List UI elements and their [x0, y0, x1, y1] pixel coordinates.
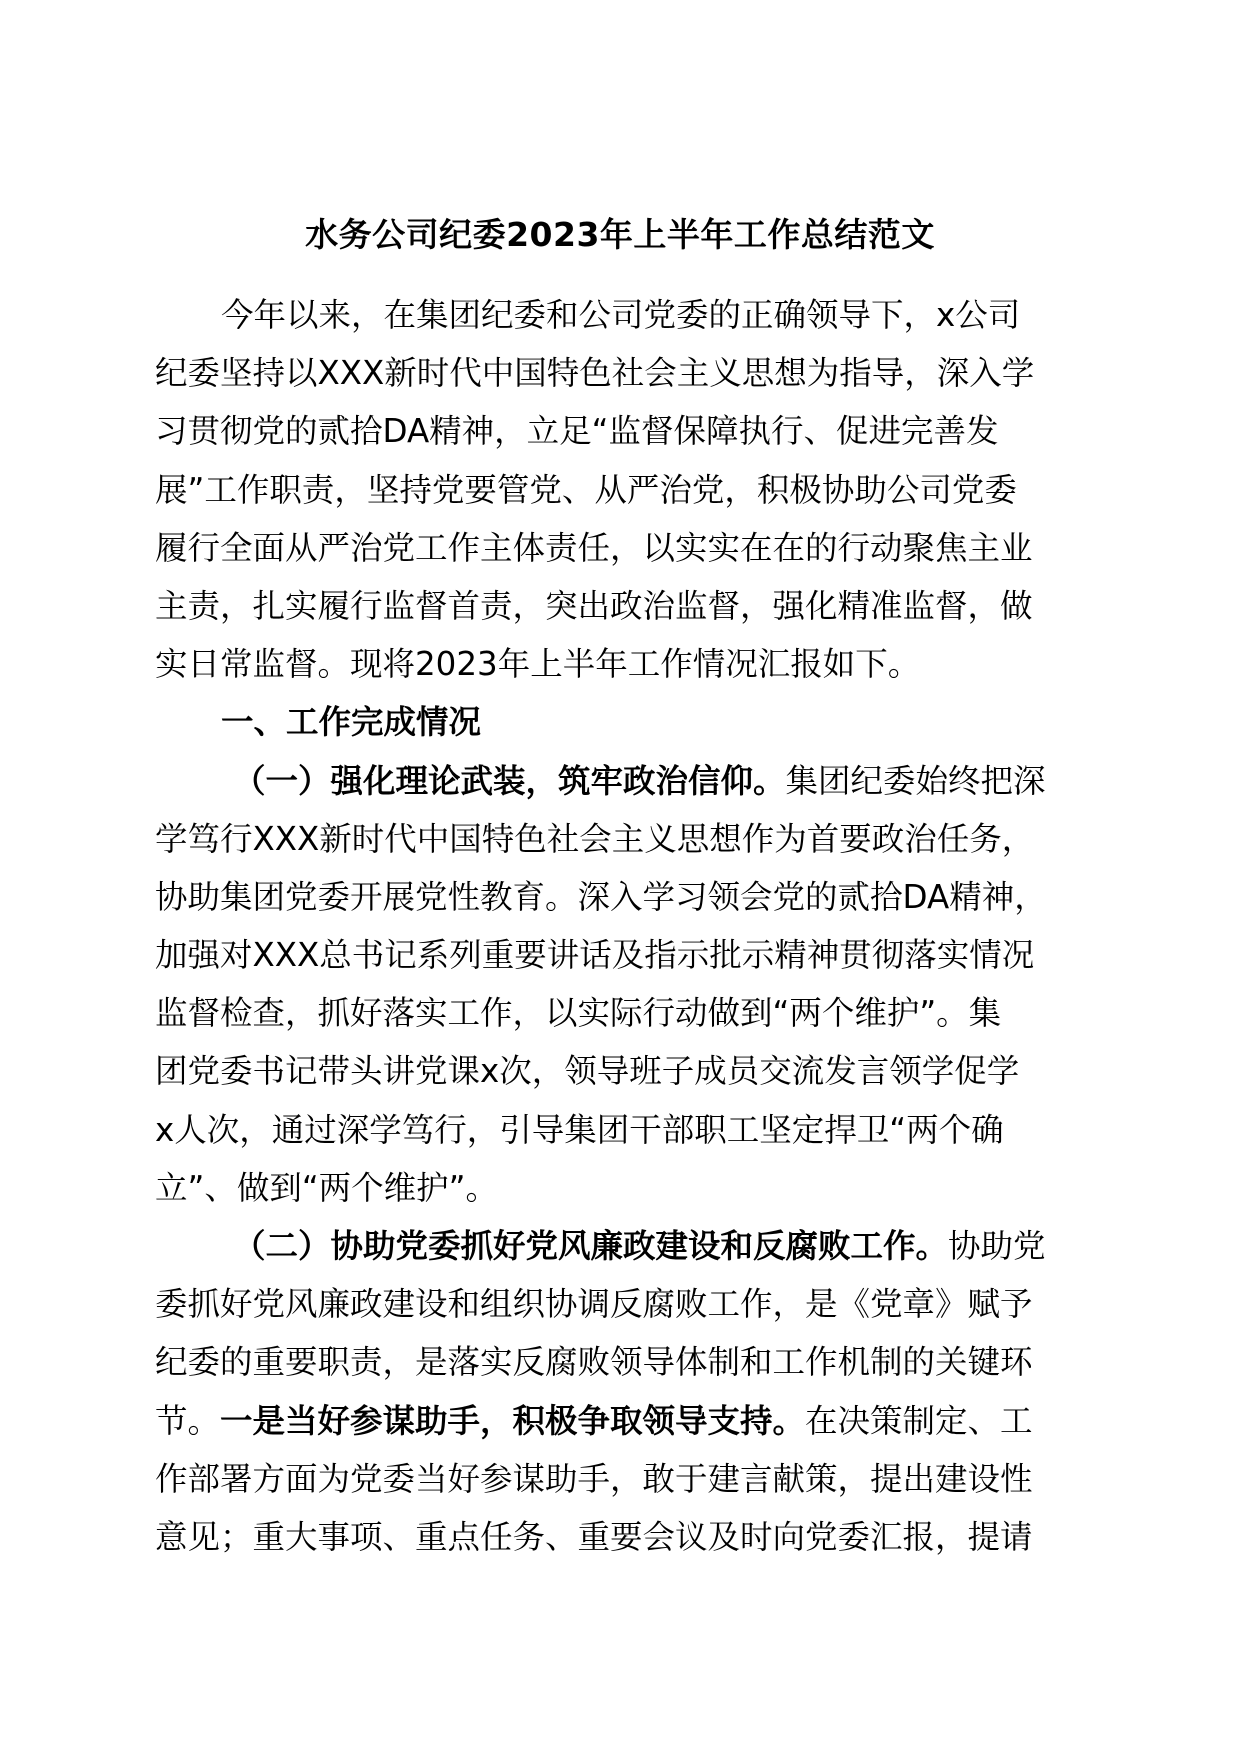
text-line	[155, 461, 1077, 519]
text-segment: 团党委书记带头讲党课x次，领导班子成员交流发言领学促学	[155, 1052, 1020, 1091]
text-segment: 纪委的重要职责，是落实反腐败领导体制和工作机制的关键环	[155, 1343, 1033, 1382]
text-segment: 纪委坚持以XXX新时代中国特色社会主义思想为指导，深入学	[155, 354, 1035, 393]
bold-text-segment: 一是当好参谋助手，积极争取领导支持。	[220, 1401, 806, 1440]
text-line	[155, 1450, 1077, 1508]
text-line	[155, 810, 1077, 868]
text-segment: 加强对XXX总书记系列重要讲话及指示批示精神贯彻落实情况	[155, 936, 1035, 975]
text-line	[155, 286, 1077, 344]
text-segment: 协助党	[948, 1227, 1046, 1265]
text-line	[155, 344, 1077, 402]
text-segment: 实日常监督。现将2023年上半年工作情况汇报如下。	[155, 645, 921, 684]
text-segment: 委抓好党风廉政建设和组织协调反腐败工作，是《党章》赋予	[155, 1285, 1033, 1324]
text-line	[155, 1508, 1077, 1566]
text-segment: 今年以来，在集团纪委和公司党委的正确领导下，x公司	[221, 296, 1021, 334]
text-segment: 在决策制定、工	[805, 1401, 1033, 1440]
text-line	[155, 577, 1077, 635]
text-line	[155, 868, 1077, 926]
bold-text-segment: （一）强化理论武装，筑牢政治信仰。	[233, 761, 786, 800]
text-line	[155, 752, 1077, 810]
text-segment: 立”、做到“两个维护”。	[155, 1168, 499, 1207]
text-segment: 意见；重大事项、重点任务、重要会议及时向党委汇报，提请	[155, 1517, 1033, 1556]
bold-text-segment: （二）协助党委抓好党风廉政建设和反腐败工作。	[233, 1227, 949, 1265]
text-line	[155, 402, 1077, 460]
text-line	[155, 926, 1077, 984]
text-segment: 展”工作职责，坚持党要管党、从严治党，积极协助公司党委	[155, 470, 1017, 509]
text-segment: x人次，通过深学笃行，引导集团干部职工坚定捍卫“两个确	[155, 1110, 1004, 1149]
text-segment: 集团纪委始终把深	[785, 761, 1046, 800]
text-segment: 协助集团党委开展党性教育。深入学习领会党的贰拾DA精神，	[155, 877, 1047, 916]
text-line	[155, 1333, 1077, 1391]
text-segment: 节。	[155, 1401, 221, 1440]
text-segment: 作部署方面为党委当好参谋助手，敢于建言献策，提出建设性	[155, 1459, 1033, 1498]
text-line	[155, 1101, 1077, 1159]
text-line	[155, 1159, 1077, 1217]
text-segment: 监督检查，抓好落实工作，以实际行动做到“两个维护”。集	[155, 994, 1002, 1033]
text-segment: 主责，扎实履行监督首责，突出政治监督，强化精准监督，做	[155, 586, 1033, 625]
text-line	[155, 1042, 1077, 1100]
text-line	[155, 635, 1077, 693]
document-title: 水务公司纪委2023年上半年工作总结范文	[305, 215, 935, 254]
text-segment: 习贯彻党的贰拾DA精神，立足“监督保障执行、促进完善发	[155, 412, 999, 451]
bold-text-segment: 一、工作完成情况	[221, 703, 482, 742]
text-line	[155, 984, 1077, 1042]
text-line	[155, 1217, 1077, 1275]
text-line	[155, 519, 1077, 577]
document-body	[155, 286, 1077, 1566]
text-segment: 履行全面从严治党工作主体责任，以实实在在的行动聚焦主业	[155, 528, 1033, 567]
text-segment: 学笃行XXX新时代中国特色社会主义思想作为首要政治任务，	[155, 819, 1035, 858]
text-line	[155, 1392, 1077, 1450]
text-line	[155, 1275, 1077, 1333]
text-line	[155, 693, 1077, 751]
